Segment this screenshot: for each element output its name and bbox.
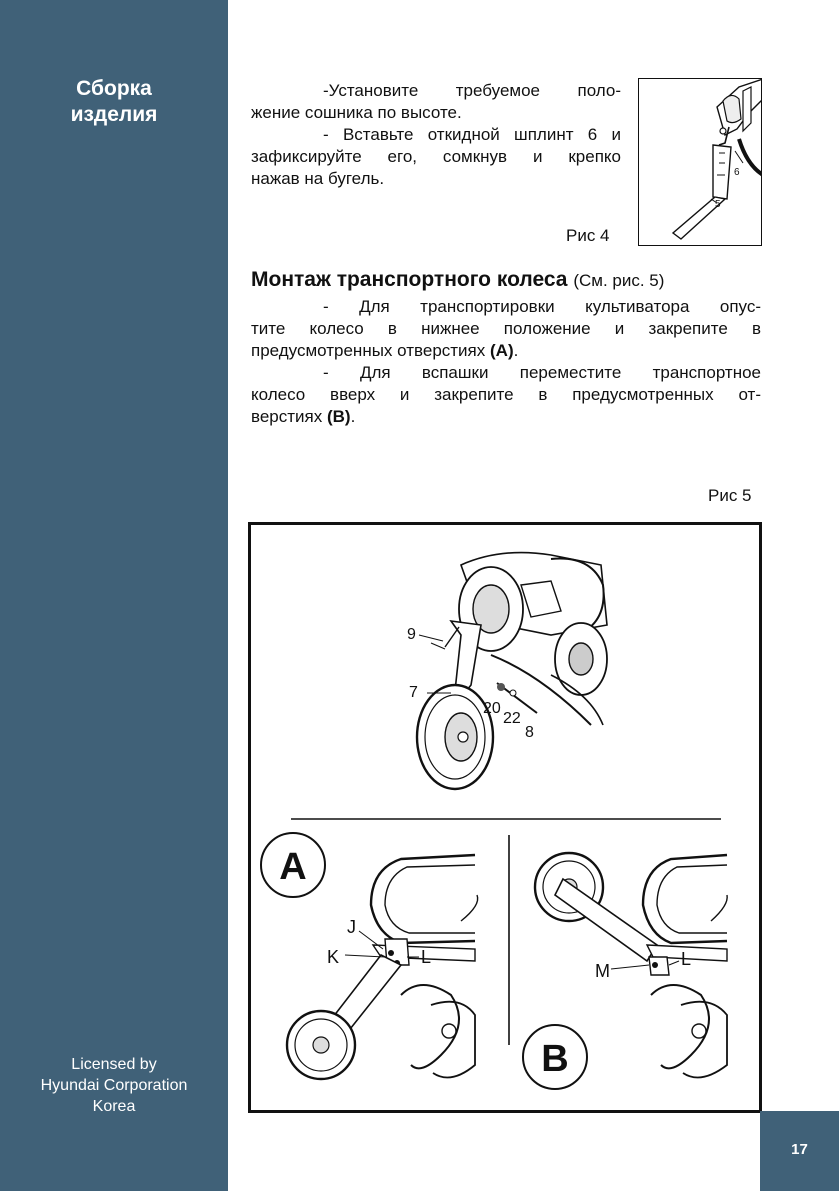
figure4-label-6: 6: [734, 167, 740, 178]
instruction-line: зафиксируйте его, сомкнув и крепко: [251, 147, 621, 166]
instruction-text: предусмотренных отверстиях: [251, 341, 486, 360]
figure4-caption: Рис 4: [566, 226, 610, 245]
instruction-line: -Установите требуемое поло-: [323, 81, 621, 100]
license-line3: Korea: [92, 1098, 136, 1115]
section-title-line2: изделия: [70, 103, 158, 126]
instruction-line: колесо вверх и закрепите в предусмотренных от-: [251, 385, 761, 404]
license-note: [0, 1054, 228, 1117]
sidebar: [0, 0, 228, 1191]
assembly-instructions: [251, 80, 621, 190]
figure5-drawing: [251, 525, 759, 1110]
section-title: [0, 76, 228, 128]
hole-ref-a: (A): [490, 341, 514, 360]
section-heading-text: Монтаж транспортного колеса: [251, 268, 568, 291]
section-title-line1: Сборка: [76, 77, 152, 100]
instruction-text: верстиях: [251, 407, 323, 426]
part-label-7: 7: [409, 684, 418, 701]
page-number: 17: [791, 1141, 808, 1158]
instruction-line: нажав на бугель.: [251, 169, 385, 188]
instruction-end: .: [350, 407, 356, 426]
instruction-line: - Вставьте откидной шплинт 6 и: [323, 125, 621, 144]
instruction-line: тите колесо в нижнее положение и закрепите в: [251, 319, 761, 338]
panel-label-a: A: [279, 846, 307, 888]
instruction-line: - Для транспортировки культиватора опус-: [323, 297, 761, 316]
instruction-line: [251, 406, 761, 428]
instruction-line: жение сошника по высоте.: [251, 103, 462, 122]
point-label-j: J: [347, 917, 356, 937]
point-label-l-b: L: [681, 949, 692, 969]
part-label-8: 8: [525, 724, 534, 741]
point-label-l-a: L: [421, 947, 432, 967]
part-label-9: 9: [407, 626, 416, 643]
figure5-illustration: [248, 522, 762, 1113]
figure5-caption: Рис 5: [708, 486, 752, 505]
instruction-line: - Для вспашки переместите транспортное: [323, 363, 761, 382]
panel-b-drawing: [523, 853, 727, 1089]
section-heading: [251, 268, 664, 292]
point-label-k: K: [327, 947, 340, 967]
figure4-label-5: 5: [715, 199, 721, 210]
page-number-box: [760, 1111, 839, 1191]
panel-a-drawing: [261, 833, 478, 1079]
part-label-22: 22: [503, 710, 521, 727]
point-label-m: M: [595, 961, 610, 981]
license-line2: Hyundai Corporation: [40, 1077, 188, 1094]
section-heading-ref: (См. рис. 5): [573, 271, 665, 290]
wheel-assembly-drawing: [407, 553, 607, 789]
license-line1: Licensed by: [71, 1056, 157, 1073]
hole-ref-b: (B): [326, 407, 351, 426]
panel-label-b: B: [541, 1038, 569, 1080]
figure4-drawing: [639, 79, 762, 246]
figure4-illustration: [638, 78, 762, 246]
instruction-end: .: [513, 341, 519, 360]
instruction-line: [251, 340, 761, 362]
wheel-mounting-instructions: [251, 296, 761, 428]
part-label-20: 20: [483, 700, 501, 717]
